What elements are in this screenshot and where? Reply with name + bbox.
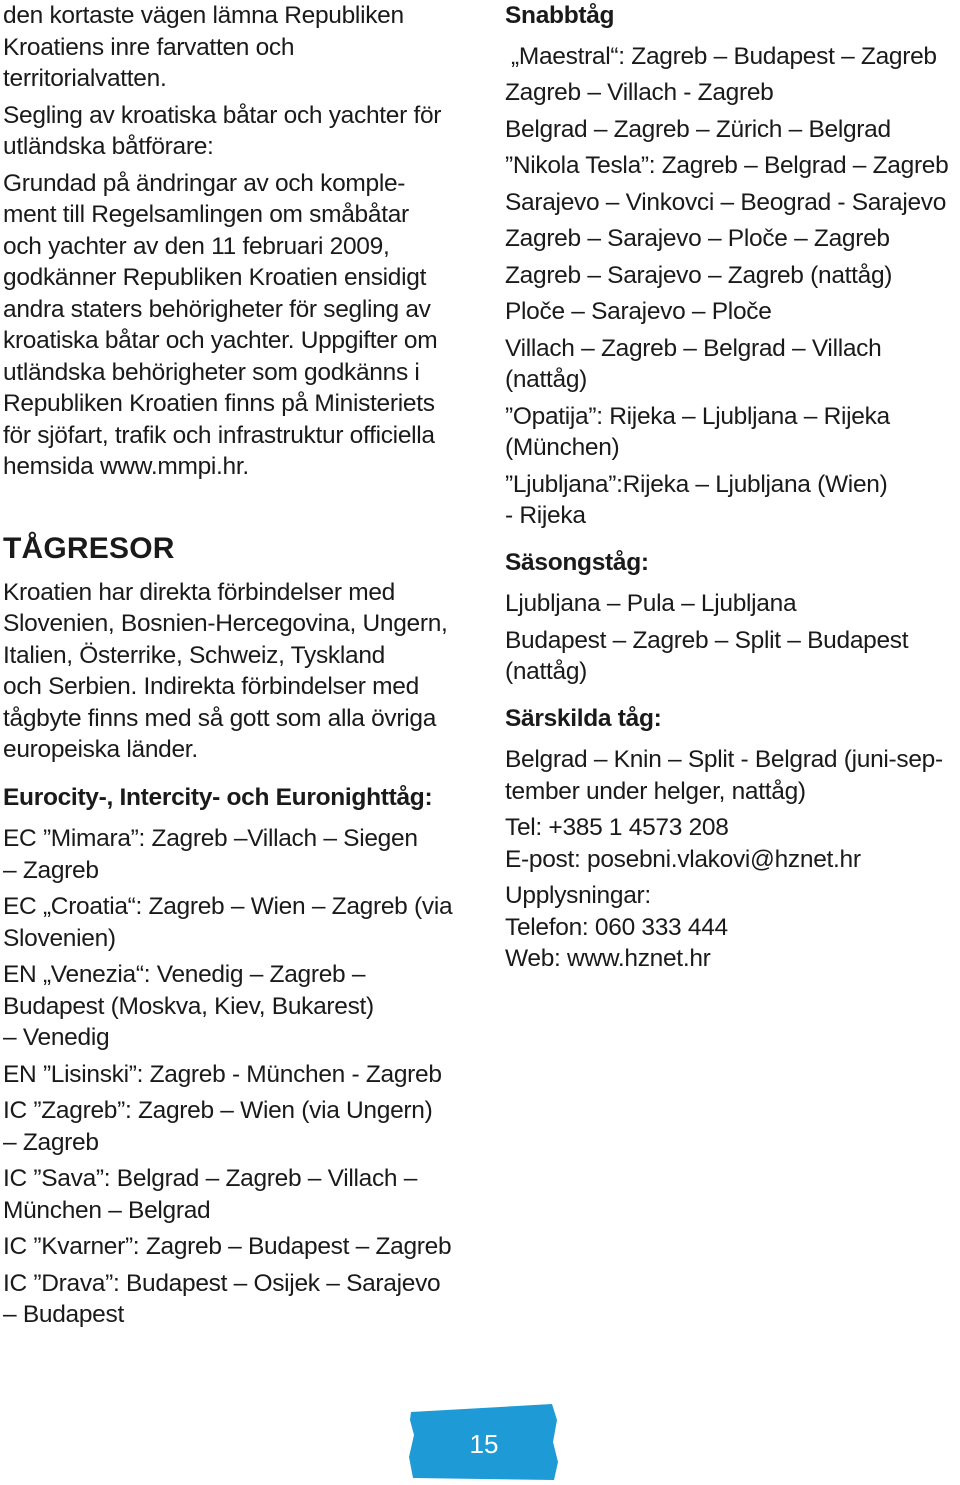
route-line: Zagreb – Villach - Zagreb [505, 79, 774, 106]
route-line: – Budapest [3, 1301, 124, 1328]
page-number-badge [409, 1402, 559, 1482]
info-block [505, 880, 960, 975]
text-line: Kroatien har direkta förbindelser med [3, 578, 396, 606]
route-line: Belgrad – Knin – Split - Belgrad (juni-sep- [505, 746, 943, 773]
right-column [505, 0, 960, 975]
route-line: Ploče – Sarajevo – Ploče [505, 298, 772, 325]
route-entry [505, 401, 960, 464]
route-entry [3, 1059, 478, 1091]
route-line: (nattåg) [505, 366, 588, 393]
route-entry [3, 1231, 478, 1263]
text-line: hemsida www.mmpi.hr. [3, 453, 249, 480]
route-line: ”Ljubljana”:Rijeka – Ljubljana (Wien) [505, 470, 888, 498]
route-line: „Maestral“: Zagreb – Budapest – Zagreb [511, 42, 937, 70]
special-heading: Särskilda tåg: [505, 704, 662, 732]
text-line: territorialvatten. [3, 65, 167, 92]
route-entry [3, 1268, 478, 1331]
route-entry [505, 744, 960, 807]
seasonal-route-list [505, 588, 960, 688]
route-line: - Rijeka [505, 502, 586, 529]
route-line: ”Nikola Tesla”: Zagreb – Belgrad – Zagreb [505, 152, 949, 179]
route-line: Budapest (Moskva, Kiev, Bukarest) [3, 992, 374, 1020]
route-entry [505, 223, 960, 255]
route-entry [3, 959, 478, 1054]
route-line: Zagreb – Sarajevo – Zagreb (nattåg) [505, 261, 893, 289]
seasonal-heading: Säsongståg: [505, 548, 649, 576]
route-line: (München) [505, 434, 620, 461]
text-line: Segling av kroatiska båtar och yachter för [3, 101, 442, 129]
text-line: och Serbien. Indirekta förbindelser med [3, 673, 419, 700]
special-route-list [505, 744, 960, 975]
info-phone-line: Telefon: 060 333 444 [505, 913, 728, 941]
route-line: – Zagreb [3, 1128, 99, 1156]
page-number: 15 [469, 1429, 499, 1459]
text-line: godkänner Republiken Kroatien ensidigt [3, 264, 427, 291]
text-line: Slovenien, Bosnien-Hercegovina, Ungern, [3, 610, 448, 637]
intro-paragraph [3, 0, 478, 95]
route-line: EN ”Lisinski”: Zagreb - München - Zagreb [3, 1060, 442, 1088]
route-entry [505, 187, 960, 219]
express-route-list [505, 41, 960, 532]
info-label: Upplysningar: [505, 882, 651, 909]
text-line: den kortaste vägen lämna Republiken [3, 2, 404, 29]
route-entry [505, 333, 960, 396]
sailing-paragraph [3, 100, 478, 483]
eurocity-heading: Eurocity-, Intercity- och Euronighttåg: [3, 783, 433, 811]
route-line: Budapest – Zagreb – Split – Budapest [505, 626, 909, 654]
route-line: IC ”Drava”: Budapest – Osijek – Sarajevo [3, 1269, 441, 1297]
eurocity-route-list [3, 823, 478, 1331]
route-entry [505, 625, 960, 688]
text-line: och yachter av den 11 februari 2009, [3, 232, 390, 260]
left-column [3, 0, 478, 1331]
route-line: IC ”Zagreb”: Zagreb – Wien (via Ungern) [3, 1097, 433, 1124]
route-line: – Venedig [3, 1024, 110, 1051]
route-line: tember under helger, nattåg) [505, 777, 806, 805]
express-heading: Snabbtåg [505, 2, 615, 29]
route-entry [505, 260, 960, 292]
route-entry [505, 469, 960, 532]
route-line: (nattåg) [505, 658, 588, 685]
text-line: tågbyte finns med så gott som alla övriga [3, 704, 437, 732]
route-entry [3, 891, 478, 954]
phone-line: Tel: +385 1 4573 208 [505, 814, 729, 841]
route-entry [3, 823, 478, 886]
text-line: ment till Regelsamlingen om småbåtar [3, 201, 409, 228]
train-intro-paragraph [3, 577, 478, 766]
route-entry [505, 41, 960, 73]
text-line: Kroatiens inre farvatten och [3, 33, 295, 61]
route-entry [505, 296, 960, 328]
route-line: – Zagreb [3, 856, 99, 884]
route-line: IC ”Kvarner”: Zagreb – Budapest – Zagreb [3, 1233, 452, 1260]
route-line: Zagreb – Sarajevo – Ploče – Zagreb [505, 225, 890, 252]
text-line: europeiska länder. [3, 736, 198, 763]
text-line: utländska behörigheter som godkänns i [3, 358, 420, 386]
text-line: Republiken Kroatien finns på Ministeriets [3, 390, 435, 417]
route-line: EC ”Mimara”: Zagreb –Villach – Siegen [3, 825, 418, 852]
route-line: Belgrad – Zagreb – Zürich – Belgrad [505, 115, 891, 143]
info-web-line: Web: www.hznet.hr [505, 945, 711, 972]
text-line: kroatiska båtar och yachter. Uppgifter om [3, 327, 438, 354]
route-line: EC „Croatia“: Zagreb – Wien – Zagreb (via [3, 893, 453, 920]
route-entry [505, 77, 960, 109]
route-entry [505, 150, 960, 182]
route-line: München – Belgrad [3, 1196, 211, 1224]
route-line: Villach – Zagreb – Belgrad – Villach [505, 334, 882, 362]
route-line: Ljubljana – Pula – Ljubljana [505, 590, 797, 617]
contact-block [505, 812, 960, 875]
text-line: för sjöfart, trafik och infrastruktur officiella [3, 421, 435, 449]
text-line: Grundad på ändringar av och komple- [3, 169, 406, 197]
text-line: utländska båtförare: [3, 133, 214, 160]
text-line: Italien, Österrike, Schweiz, Tyskland [3, 641, 385, 669]
route-line: Slovenien) [3, 924, 116, 952]
route-line: IC ”Sava”: Belgrad – Zagreb – Villach – [3, 1165, 418, 1192]
route-entry [3, 1095, 478, 1158]
text-line: andra staters behörigheter för segling av [3, 295, 431, 323]
route-entry [505, 588, 960, 620]
email-line: E-post: posebni.vlakovi@hznet.hr [505, 845, 861, 873]
route-entry [505, 114, 960, 146]
route-entry [3, 1163, 478, 1226]
route-line: Sarajevo – Vinkovci – Beograd - Sarajevo [505, 188, 947, 216]
section-heading-train-travel: TÅGRESOR [3, 531, 175, 565]
route-line: ”Opatija”: Rijeka – Ljubljana – Rijeka [505, 402, 890, 430]
route-line: EN „Venezia“: Venedig – Zagreb – [3, 961, 366, 988]
